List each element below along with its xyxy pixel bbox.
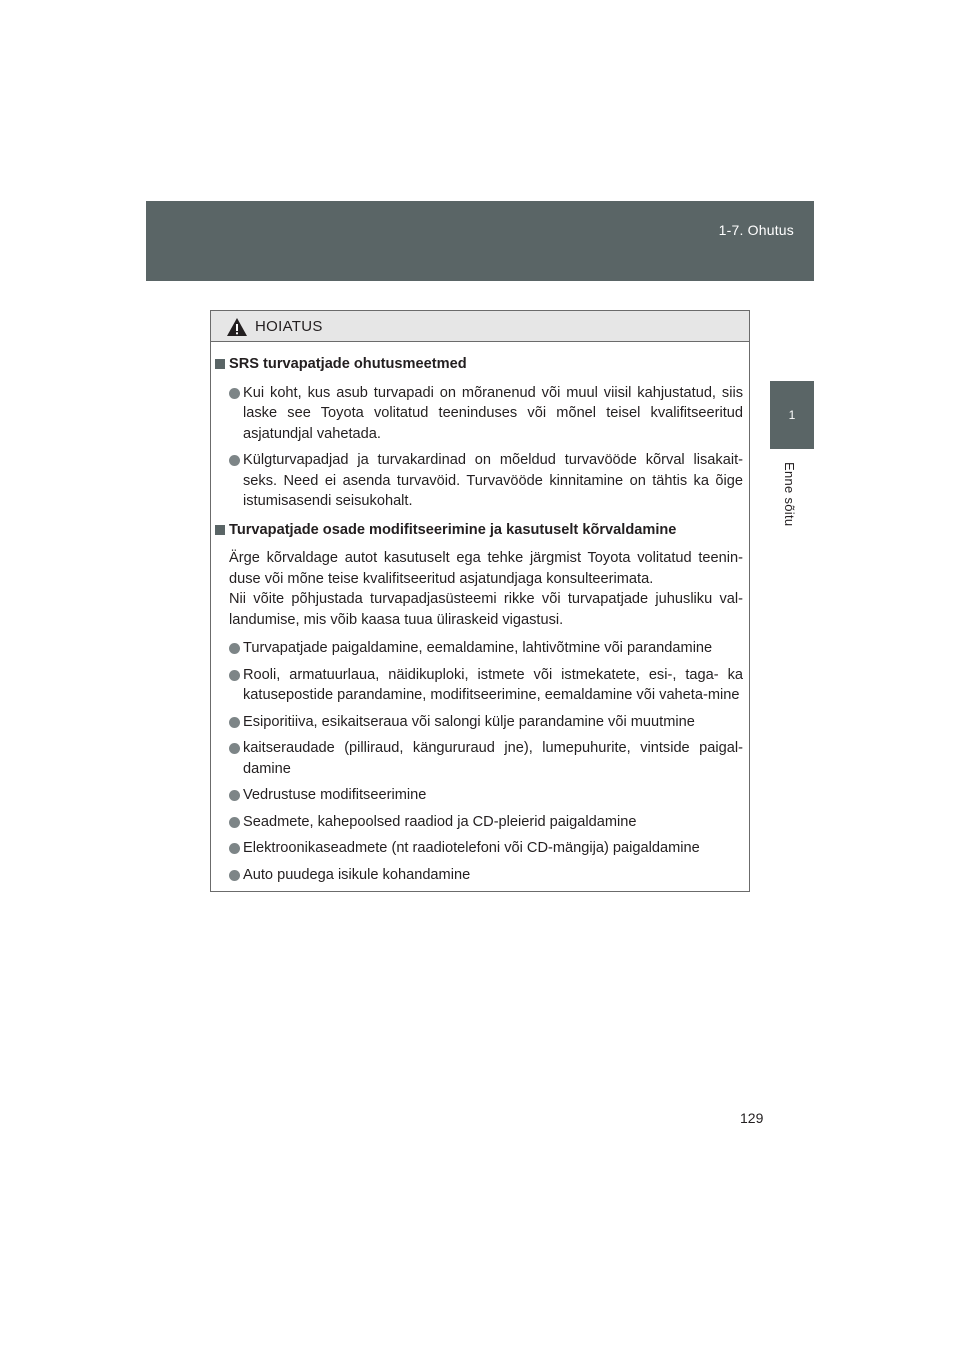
bullet-dot-icon	[229, 843, 240, 854]
warning-title: HOIATUS	[255, 318, 323, 335]
list-item: Vedrustuse modifitseerimine	[215, 785, 743, 806]
section-heading-text: Turvapatjade osade modifitseerimine ja kasutuselt kõrvaldamine	[229, 521, 677, 538]
bullet-dot-icon	[229, 670, 240, 681]
list-item: Elektroonikaseadmete (nt raadiotelefoni või CD-mängija) paigaldamine	[215, 838, 743, 859]
bullet-dot-icon	[229, 817, 240, 828]
list-item: Seadmete, kahepoolsed raadiod ja CD-pleierid paigaldamine	[215, 812, 743, 833]
warning-triangle-icon	[226, 317, 248, 337]
section-label: 1-7. Ohutus	[718, 222, 794, 238]
chapter-tab	[770, 381, 814, 449]
list-item: Turvapatjade paigaldamine, eemaldamine, lahtivõtmine või parandamine	[215, 638, 743, 659]
warning-box	[210, 310, 750, 892]
section-heading	[215, 520, 743, 541]
bullet-dot-icon	[229, 743, 240, 754]
bullet-dot-icon	[229, 717, 240, 728]
page-number: 129	[740, 1110, 764, 1126]
section-heading	[215, 354, 743, 375]
intro-paragraph: Nii võite põhjustada turvapadjasüsteemi rikke või turvapatjade juhusliku val-landumise, mis võib kaasa tuua üliraskeid vigastusi.	[229, 591, 743, 628]
warning-body	[211, 342, 749, 885]
warning-header	[211, 311, 749, 342]
bullet-dot-icon	[229, 643, 240, 654]
list-item: Rooli, armatuurlaua, näidikuploki, istmete või istmekatete, esi-, taga- ka katusepostide parandamine, modifitseerimine, eemaldamine või vaheta-mine	[215, 665, 743, 706]
list-item: Auto puudega isikule kohandamine	[215, 865, 743, 886]
bullet-dot-icon	[229, 790, 240, 801]
list-item: kaitseraudade (pilliraud, kängururaud jne), lumepuhurite, vintside paigal-damine	[215, 738, 743, 779]
header-band	[146, 201, 814, 281]
intro-paragraph: Ärge kõrvaldage autot kasutuselt ega tehke järgmist Toyota volitatud teenin-duse või mõne teise kvalifitseeritud asjatundjaga konsulteerimata.	[229, 550, 743, 587]
section-heading-text: SRS turvapatjade ohutusmeetmed	[229, 356, 467, 372]
list-item: Esiporitiiva, esikaitseraua või salongi külje parandamine või muutmine	[215, 712, 743, 733]
chapter-title: Enne sõitu	[782, 462, 797, 527]
list-item: Kui koht, kus asub turvapadi on mõranenud või muul viisil kahjustatud, siis laske see Toyota volitatud teeninduses või mõnel teisel kvalifitseeritud asjatundjal vahetada.	[215, 383, 743, 445]
square-bullet-icon	[215, 359, 225, 369]
bullet-dot-icon	[229, 870, 240, 881]
bullet-dot-icon	[229, 388, 240, 399]
square-bullet-icon	[215, 525, 225, 535]
chapter-number: 1	[788, 408, 796, 422]
list-item: Külgturvapadjad ja turvakardinad on mõeldud turvavööde kõrval lisakait-seks. Need ei asenda turvavöid. Turvavööde kinnitamine on tähtis ka õige istumisasendi seisukohalt.	[215, 450, 743, 512]
bullet-dot-icon	[229, 455, 240, 466]
